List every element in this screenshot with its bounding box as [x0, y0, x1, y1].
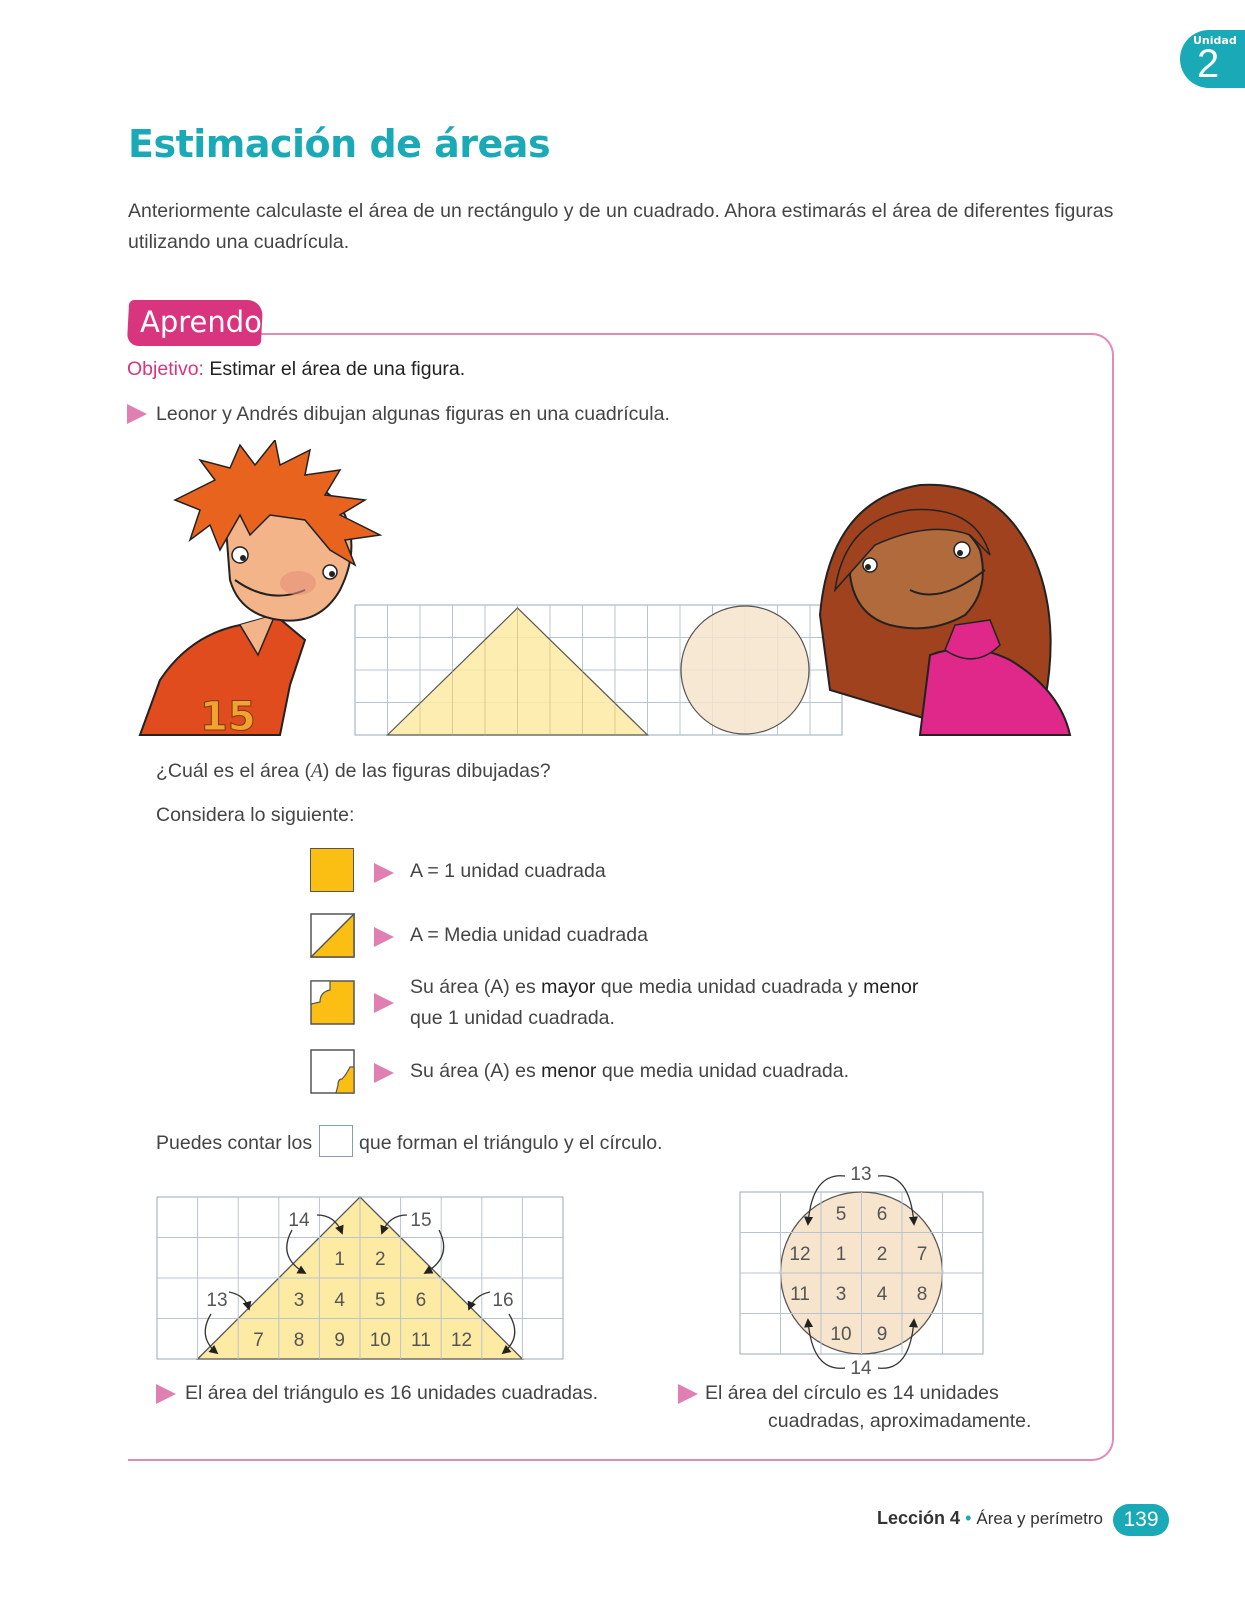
circle-result-line2: cuadradas, aproximadamente.	[768, 1410, 1032, 1432]
circ-num: 12	[789, 1244, 811, 1265]
half-square-icon	[310, 913, 356, 959]
boy-illustration	[140, 440, 380, 740]
unit-number: 2	[1197, 42, 1220, 86]
footer-lesson: Lección 4 • Área y perímetro	[877, 1508, 1103, 1528]
legend-half-text: A = Media unidad cuadrada	[410, 924, 648, 946]
tri-num: 5	[375, 1290, 386, 1311]
unit-label: Unidad	[1193, 34, 1237, 47]
tri-num: 8	[293, 1330, 305, 1351]
legend-menor-text: Su área (A) es menor que media unidad cuadrada.	[410, 1060, 850, 1082]
full-square-icon	[310, 848, 354, 892]
circ-num: 14	[850, 1358, 872, 1379]
bullet-arrow-icon	[374, 993, 394, 1013]
circ-num: 10	[830, 1324, 852, 1345]
drawing-grid	[355, 605, 842, 735]
unit-square-icon	[319, 1125, 353, 1157]
intro-paragraph: Anteriormente calculaste el área de un rectángulo y de un cuadrado. Ahora estimarás el área de diferentes figuras utilizando una cuadrícula.	[128, 200, 1114, 253]
question: ¿Cuál es el área (A) de las figuras dibujadas?	[156, 760, 551, 782]
tri-num: 2	[375, 1249, 386, 1270]
tri-num: 6	[415, 1290, 427, 1311]
triangle-result: El área del triángulo es 16 unidades cuadradas.	[185, 1382, 599, 1404]
bullet-arrow-icon	[374, 863, 394, 883]
objective	[127, 358, 465, 381]
aprendo-label: Aprendo	[140, 305, 262, 339]
bullet-arrow-icon	[156, 1384, 176, 1404]
circ-num: 13	[850, 1164, 872, 1185]
frame-bottom-line	[128, 1459, 1088, 1461]
tri-num: 12	[450, 1330, 473, 1351]
tri-num: 9	[334, 1330, 345, 1351]
circ-num: 5	[835, 1204, 847, 1225]
circ-num: 3	[835, 1284, 847, 1305]
tri-num: 4	[334, 1290, 345, 1311]
small-corner-square-icon	[310, 1049, 356, 1095]
circ-num: 1	[835, 1244, 847, 1265]
circle-result-line1: El área del círculo es 14 unidades	[705, 1382, 999, 1404]
objective-text: Estimar el área de una figura.	[209, 358, 466, 380]
bullet-arrow-icon	[678, 1384, 698, 1404]
mostly-filled-square-icon	[310, 980, 356, 1026]
triangle-count-diagram	[150, 1190, 570, 1365]
scene-statement: Leonor y Andrés dibujan algunas figuras en una cuadrícula.	[156, 403, 670, 425]
circ-num: 11	[790, 1284, 810, 1305]
objective-label: Objetivo:	[127, 358, 204, 380]
tri-num: 15	[410, 1210, 432, 1231]
circle-count-diagram	[730, 1160, 995, 1380]
tri-num: 3	[293, 1290, 305, 1311]
count-after: que forman el triángulo y el círculo.	[359, 1132, 663, 1154]
legend-mayor-line1: Su área (A) es mayor que media unidad cuadrada y menor	[410, 976, 919, 998]
circ-num: 2	[876, 1244, 888, 1265]
circ-num: 9	[876, 1324, 888, 1345]
circ-num: 4	[876, 1284, 888, 1305]
page-title: Estimación de áreas	[128, 122, 551, 166]
tri-num: 10	[369, 1330, 391, 1351]
count-before: Puedes contar los	[156, 1132, 313, 1154]
girl-illustration	[820, 485, 1070, 735]
circ-num: 6	[876, 1204, 888, 1225]
circ-num: 8	[916, 1284, 928, 1305]
circ-num: 7	[916, 1244, 928, 1265]
legend-full-text: A = 1 unidad cuadrada	[410, 860, 606, 882]
tri-num: 16	[492, 1290, 514, 1311]
consider-label: Considera lo siguiente:	[156, 804, 355, 826]
bullet-arrow-icon	[374, 927, 394, 947]
page-number: 139	[1113, 1504, 1169, 1536]
tri-num: 1	[334, 1249, 345, 1270]
tri-num: 7	[253, 1330, 264, 1351]
legend-mayor-line2: que 1 unidad cuadrada.	[410, 1007, 615, 1029]
scene-illustration	[130, 440, 1100, 740]
tri-num: 13	[206, 1290, 228, 1311]
tri-num: 11	[411, 1330, 431, 1351]
tri-num: 14	[288, 1210, 310, 1231]
bullet-arrow-icon	[374, 1063, 394, 1083]
svg-text:15: 15	[200, 694, 256, 740]
bullet-arrow-icon	[127, 404, 147, 424]
